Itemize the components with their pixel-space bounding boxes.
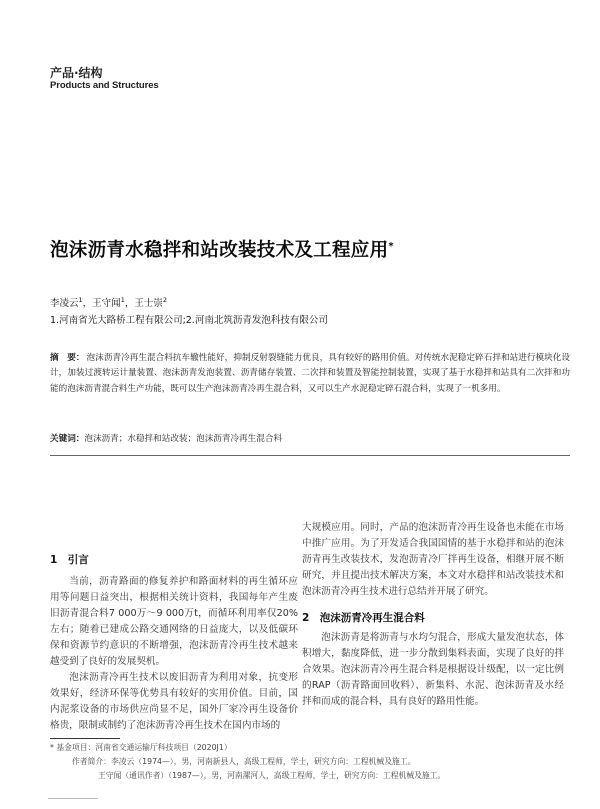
section-label-cn: 产品·结构 xyxy=(50,66,103,80)
footnote-author: 王守闻（通讯作者）（1987—），男，河南漯河人，高级工程师，学士，研究方向：工程机械及施工。 xyxy=(98,771,446,780)
paragraph: 当前，沥青路面的修复养护和路面材料的再生循环应用等问题日益突出，根据相关统计资料，我国每年产生废旧沥青混合料7 000万～9 000万t，而循环利用率仅20%左右；随着已建成公路交通网络的日益庞大，以及低碳环保和资源节约意识的不断增强，泡沫沥青冷再生技术越来越受到了良好的发展契机。 xyxy=(50,576,298,667)
footnotes xyxy=(50,741,570,783)
keywords-text: 泡沫沥青；水稳拌和站改装；泡沫沥青冷再生混合料 xyxy=(84,434,283,444)
paragraph: 泡沫沥青是将沥青与水均匀混合，形成大量发泡状态，体积增大，黏度降低，进一步分散到集料表面，实现了良好的拌合效果。泡沫沥青冷再生混合料是根据设计级配，以一定比例的RAP（沥青路面回收料）、新集料、水泥、泡沫沥青及水经拌和而成的混合料，具有良好的路用性能。 xyxy=(302,632,564,707)
body-column-right xyxy=(302,520,564,710)
footnote-fund: * 基金项目：河南省交通运输厅科技项目（2020J1） xyxy=(50,743,232,752)
affiliations: 1.河南省光大路桥工程有限公司;2.河南北筑沥青发泡科技有限公司 xyxy=(50,315,328,326)
footnote-rule xyxy=(50,738,120,739)
abstract-divider xyxy=(50,455,570,456)
author-affiliation-mark: 1 xyxy=(78,295,83,304)
section-heading: 2 泡沫沥青冷再生混合料 xyxy=(302,612,425,624)
section-heading: 1 引言 xyxy=(50,554,89,566)
footnote-author: 作者简介：李凌云（1974—），男，河南新县人，高级工程师，学士，研究方向：工程机械及施工。 xyxy=(72,757,416,766)
article-title xyxy=(50,236,394,262)
author-affiliation-mark: 2 xyxy=(162,295,167,304)
paragraph: 泡沫沥青冷再生技术以废旧沥青为利用对象，抗变形效果好，经济环保等优势具有较好的实用价值。目前，国内泥浆设备的市场供应尚显不足，国外厂家冷再生设备价格贵，限制或制约了泡沫沥青冷再生技术在国内市场的 xyxy=(50,672,298,731)
author-name: 王守闻 xyxy=(92,298,121,309)
author-list: 李凌云$^1$，王守闻$^1$，王士崇$^2$ xyxy=(50,295,167,309)
author-affiliation-mark: 1 xyxy=(120,295,125,304)
title-text: 泡沫沥青水稳拌和站改装技术及工程应用 xyxy=(50,240,389,261)
keywords-label: 关键词： xyxy=(50,434,85,444)
author-name: 李凌云 xyxy=(50,298,79,309)
abstract xyxy=(50,351,570,397)
page-bottom-mark xyxy=(48,798,98,799)
abstract-text: 泡沫沥青冷再生混合料抗车辙性能好，抑制反射裂缝能力优良，具有较好的路用价值。对传统水泥稳定碎石拌和站进行模块化设计，加装过渡转运计量装置、泡沫沥青发泡装置、沥青储存装置、二次拌和装置及智能控制装置，实现了基于水稳拌和站具有二次拌和功能的泡沫沥青混合料生产功能，既可以生产泡沫沥青冷再生混合料，又可以生产水泥稳定碎石混合料，实现了一机多用。 xyxy=(50,353,570,394)
paragraph: 大规模应用。同时，产品的泡沫沥青冷再生设备也未能在市场中推广应用。为了开发适合我国国情的基于水稳拌和站的泡沫沥青再生改装技术，发泡沥青冷厂拌再生设备，相继开展不断研究，并且提出技术解决方案，本文对水稳拌和站改装技术和泡沫沥青冷再生技术进行总结并开展了研究。 xyxy=(302,522,564,597)
keywords xyxy=(50,432,282,444)
section-label-en: Products and Structures xyxy=(50,80,159,91)
abstract-label: 摘 要： xyxy=(50,353,85,363)
author-name: 王士崇 xyxy=(134,298,163,309)
body-column-left xyxy=(50,552,298,734)
title-footnote-mark: * xyxy=(388,240,394,252)
